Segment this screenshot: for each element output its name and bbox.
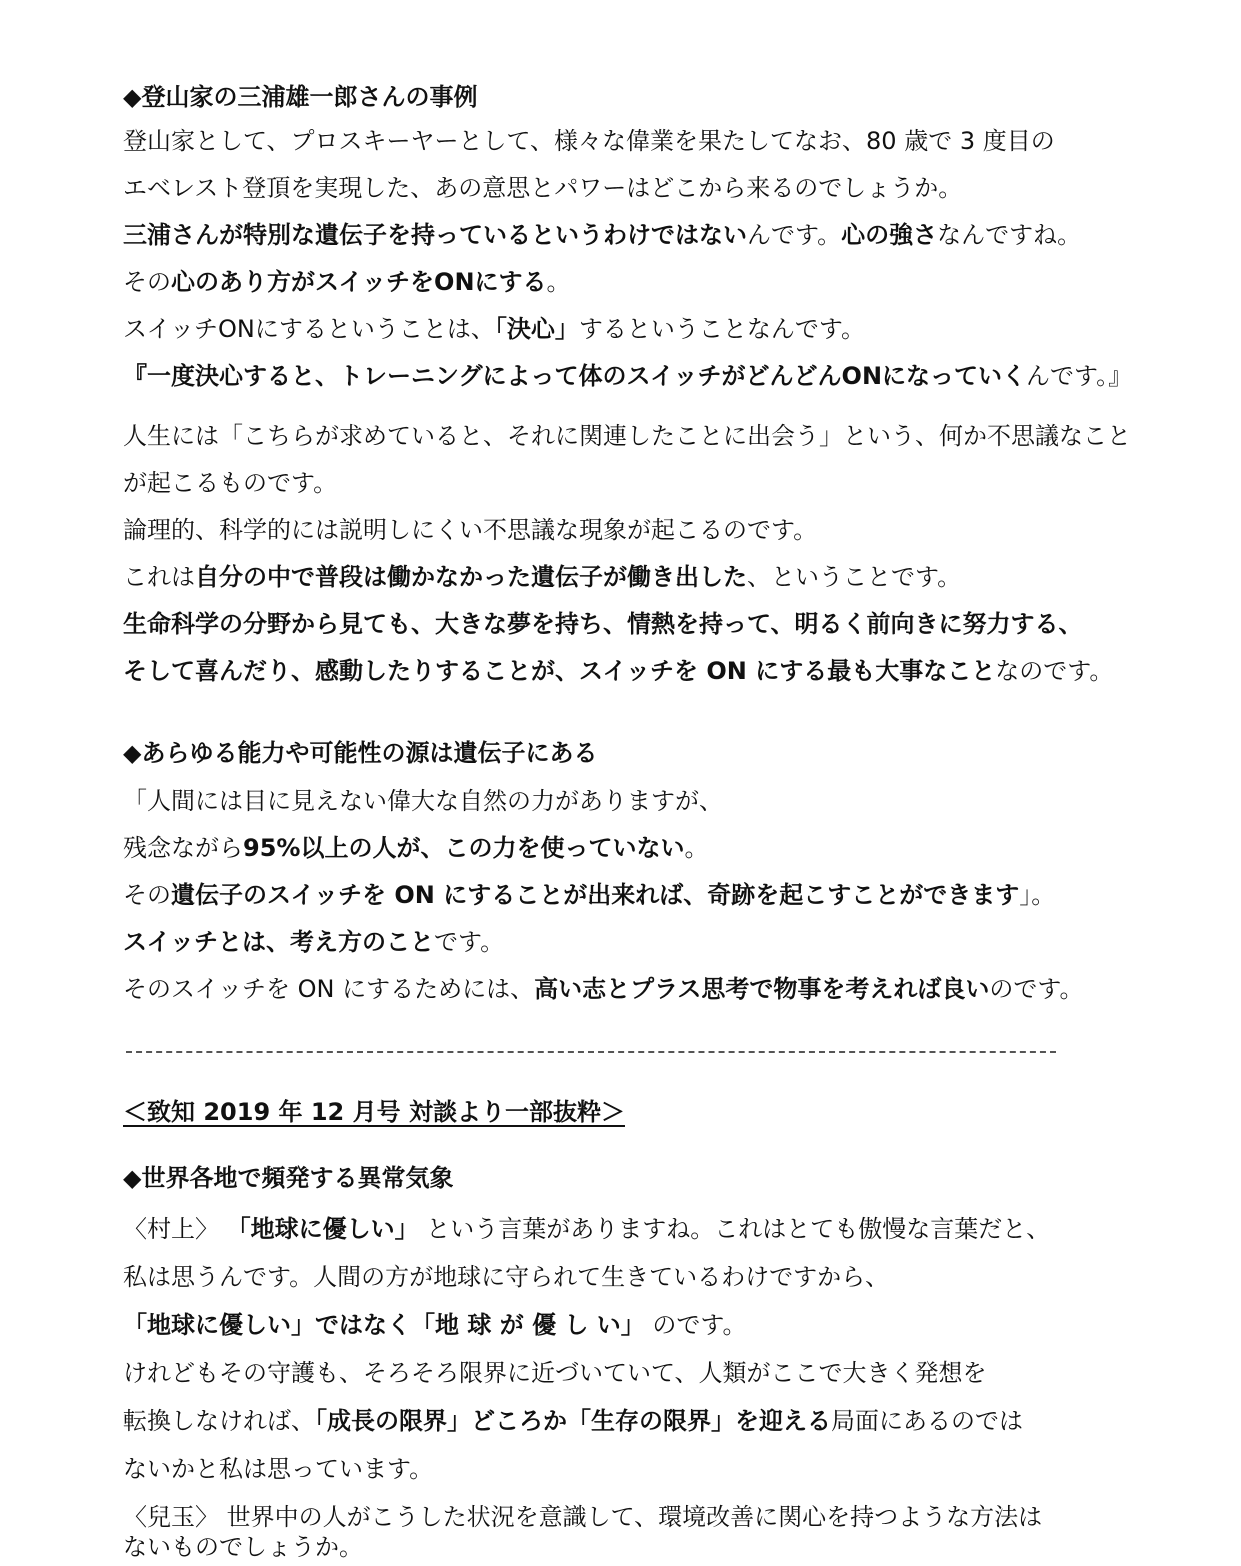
bold-text: 「成長の限界」どころか「生存の限界」を迎える <box>315 1407 831 1435</box>
paragraph-line: 「人間には目に見えない偉大な自然の力がありますが、 <box>123 787 723 815</box>
paragraph-line <box>123 607 1083 641</box>
paragraph-line: ないものでしょうか。 <box>123 1533 363 1561</box>
text: という言葉がありますね。これはとても傲慢な言葉だと、 <box>426 1215 1051 1243</box>
paragraph-line <box>123 831 708 865</box>
section-heading-climate: ◆世界各地で頻発する異常気象 <box>123 1164 454 1192</box>
bold-text: 「地球に優しい」ではなく「地 球 が 優 し い」 <box>123 1311 645 1339</box>
bold-text: 「決心」 <box>494 315 579 343</box>
text: んです。』 <box>1026 362 1133 390</box>
paragraph-line <box>123 878 1055 912</box>
paragraph-line <box>123 560 961 594</box>
paragraph-line: 私は思うんです。人間の方が地球に守られて生きているわけですから、 <box>123 1263 890 1291</box>
paragraph-line <box>123 925 504 959</box>
bold-text: 『一度決心すると、トレーニングによって体のスイッチがどんどんONになっていく <box>123 362 1027 390</box>
text: なのです。 <box>995 657 1114 685</box>
bold-text: 自分の中で普段は働かなかった遺伝子が働き出した <box>195 563 747 591</box>
bold-text: 遺伝子のスイッチを ON にすることが出来れば、奇跡を起こすことができます <box>171 881 1020 909</box>
paragraph-line <box>123 1212 1050 1246</box>
paragraph-line <box>123 1404 1023 1438</box>
text: です。 <box>434 928 505 956</box>
text: その <box>123 268 171 296</box>
bold-text: 95%以上の人が、この力を使っていない <box>243 834 685 862</box>
dashed-divider <box>126 1051 1056 1053</box>
bold-text: 心のあり方がスイッチをONにする <box>171 268 547 296</box>
text: 転換しなければ、 <box>123 1407 315 1435</box>
section-heading-genes: ◆あらゆる能力や可能性の源は遺伝子にある <box>123 739 598 767</box>
section-heading-miura: ◆登山家の三浦雄一郎さんの事例 <box>123 83 478 111</box>
text: スイッチONにするということは、 <box>123 315 495 343</box>
text: 。 <box>546 268 571 296</box>
source-citation: ＜致知 2019 年 12 月号 対談より一部抜粋＞ <box>123 1098 625 1126</box>
text: のです。 <box>652 1311 747 1339</box>
paragraph-line <box>123 359 1132 393</box>
paragraph-line: けれどもその守護も、そろそろ限界に近づいていて、人類がここで大きく発想を <box>123 1359 987 1387</box>
text: これは <box>123 563 195 591</box>
paragraph-line: ないかと私は思っています。 <box>123 1455 434 1483</box>
text: 」。 <box>1019 881 1056 909</box>
paragraph-line: が起こるものです。 <box>123 469 338 497</box>
text: その <box>123 881 171 909</box>
text: なんですね。 <box>937 221 1082 249</box>
paragraph-line: エベレスト登頂を実現した、あの意思とパワーはどこから来るのでしょうか。 <box>123 174 963 202</box>
bold-text: そして喜んだり、感動したりすることが、スイッチを ON にする最も大事なこと <box>123 657 996 685</box>
paragraph-line <box>123 312 865 346</box>
bold-text: 高い志とプラス思考で物事を考えれば良い <box>534 975 990 1003</box>
paragraph-line <box>123 654 1113 688</box>
paragraph-line <box>123 218 1081 252</box>
bold-text: スイッチとは、考え方のこと <box>123 928 435 956</box>
bold-text: 心の強さ <box>841 221 938 249</box>
bold-text: 「地球に優しい」 <box>226 1215 419 1243</box>
paragraph-line: 登山家として、プロスキーヤーとして、様々な偉業を果たしてなお、80 歳で 3 度目の <box>123 127 1055 155</box>
paragraph-line <box>123 972 1084 1006</box>
text: そのスイッチを ON にするためには、 <box>123 975 535 1003</box>
paragraph-line: 論理的、科学的には説明しにくい不思議な現象が起こるのです。 <box>123 516 818 544</box>
text: のです。 <box>989 975 1084 1003</box>
text: するということなんです。 <box>578 315 865 343</box>
paragraph-line: 〈兒玉〉 世界中の人がこうした状況を意識して、環境改善に関心を持つような方法は <box>123 1503 1043 1531</box>
text: 局面にあるのでは <box>831 1407 1023 1435</box>
text: 、ということです。 <box>747 563 962 591</box>
text: んです。 <box>747 221 842 249</box>
text: 残念ながら <box>123 834 243 862</box>
bold-text: 三浦さんが特別な遺伝子を持っているというわけではない <box>123 221 747 249</box>
paragraph-line <box>123 1308 747 1342</box>
paragraph-line <box>123 265 571 299</box>
paragraph-line: 人生には「こちらが求めていると、それに関連したことに出会う」という、何か不思議なこと <box>123 422 1131 450</box>
speaker-label: 〈村上〉 <box>123 1215 219 1243</box>
text: 。 <box>684 834 709 862</box>
bold-text: 生命科学の分野から見ても、大きな夢を持ち、情熱を持って、明るく前向きに努力する、 <box>123 610 1083 638</box>
